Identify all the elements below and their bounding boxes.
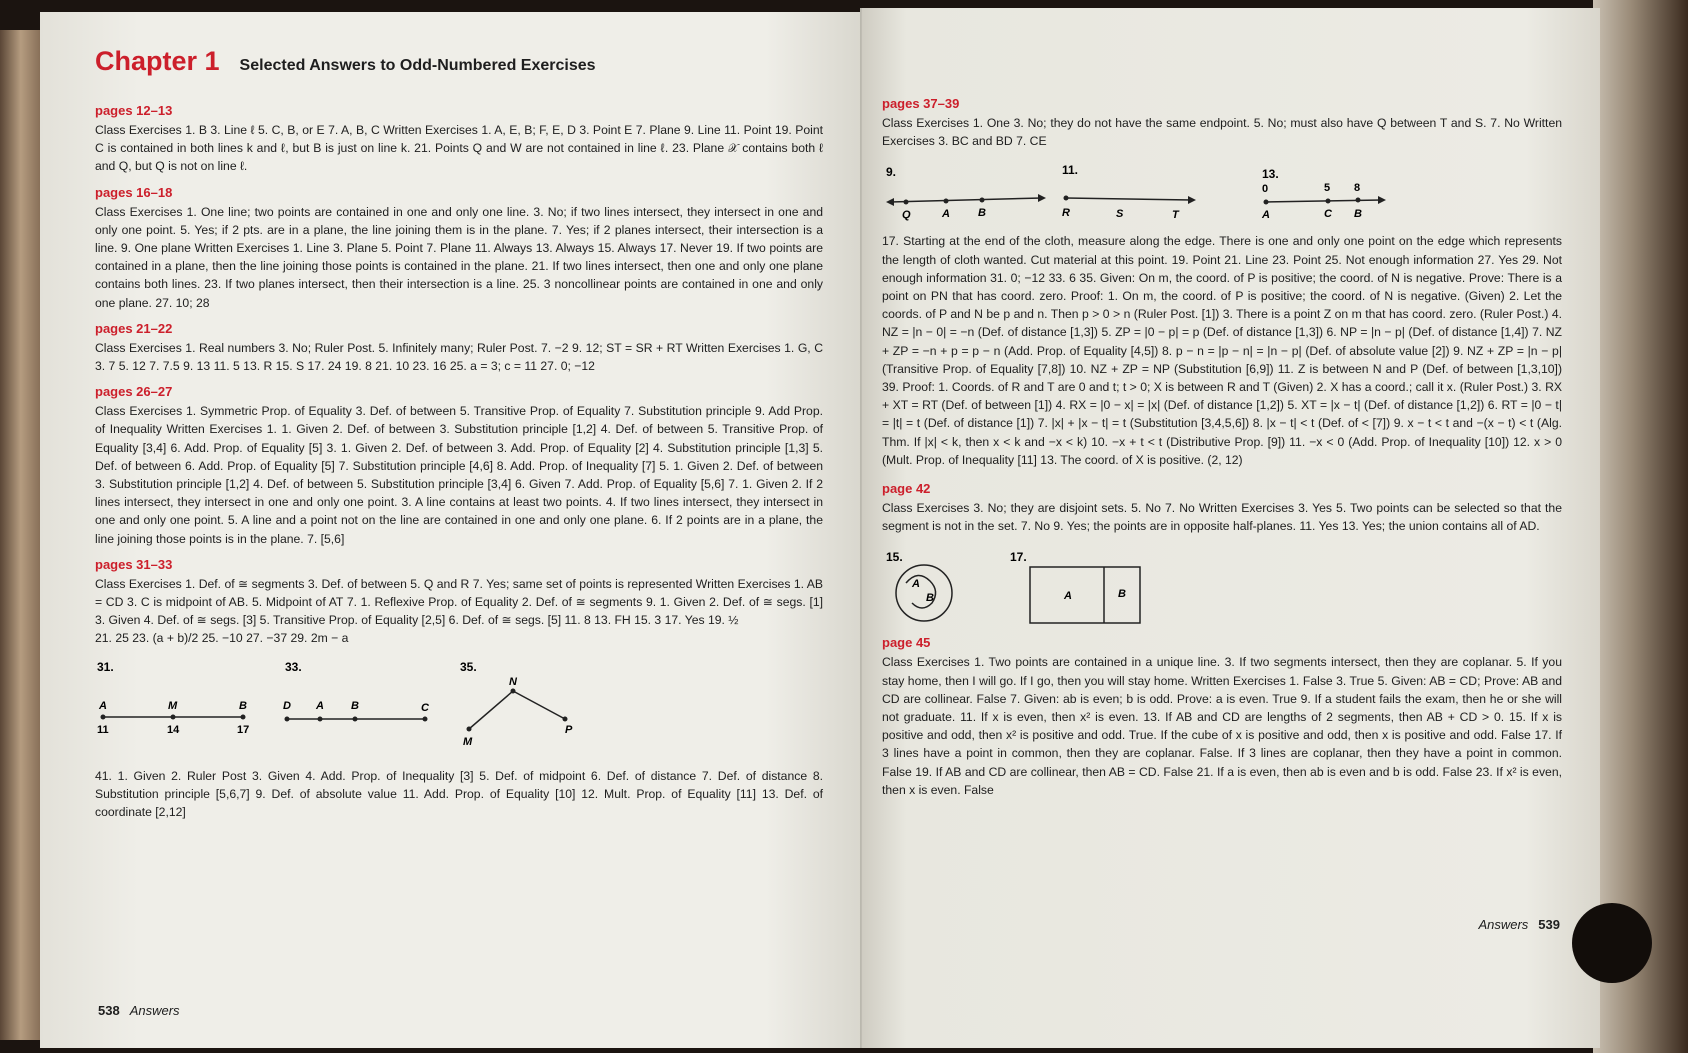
fig-35-point <box>511 688 516 693</box>
section-text: Class Exercises 3. No; they are disjoint sets. 5. No 7. No Written Exercises 3. Yes 5. Two points can be selected so that the segment is not in the set. 7. No 9. Yes; the points are in opposite half-planes. 11. Yes 13. Yes; the union contains all of AD. <box>882 501 1562 534</box>
fig-11-point <box>1064 196 1069 201</box>
answer-17-to-39 <box>882 232 1562 469</box>
fig-9-point-label: Q <box>902 209 911 222</box>
page-number: 538 <box>98 1003 120 1018</box>
fig-13-coord: 5 <box>1324 182 1331 195</box>
fig-33-point-label: C <box>421 701 429 714</box>
fig-31-coord: 14 <box>167 723 180 736</box>
fig-31-point <box>101 714 106 719</box>
fig-35-point <box>467 726 472 731</box>
figures-15-17 <box>882 547 1562 627</box>
fig-31-point <box>241 714 246 719</box>
fig-13-point <box>1356 198 1361 203</box>
section-heading: pages 16–18 <box>95 184 173 200</box>
fig-9-point <box>944 199 949 204</box>
answer-41: 41. 1. Given 2. Ruler Post 3. Given 4. Add. Prop. of Inequality [3] 5. Def. of midpoint 6. Def. of distance 7. Def. of distance 8. Substitution principle [5,6,7] 9. Def. of absolute value 11. Add. Prop. of Equality [10] 12. Mult. Prop. of Equality [11] 13. Def. of coordinate [2,12] <box>95 768 823 820</box>
fig-13-point <box>1264 200 1269 205</box>
section-text: Class Exercises 1. Two points are contained in a unique line. 3. If two segments intersect, then they are coplanar. 5. If you stay home, then I will go. If I go, then you will stay home. Written Exercises 1. False 3. True 5. Given: AB = CD; Prove: AB and CD are collinear. False 7. Given: ab is even; b is odd. Prove: a is even. True 9. If a student fails the exam, then he or she will not graduate. 11. If x is even, then x² is even. 13. If AB and CD are lengths of 2 segments, then AB + CD > 0. 15. If x is positive and odd, then x² is positive and odd. True. If the cube of x is positive and odd, then x is positive and odd. False 17. If 3 lines have a point in common, then they are coplanar. False. If 3 lines are coplanar, then they have a point in common. False 19. If AB and CD are collinear, then AB = CD. False 21. If a is even, then ab is even and b is odd. False 23. If x² is even, then x is even. False <box>882 655 1562 797</box>
section-text: Class Exercises 1. Real numbers 3. No; Ruler Post. 5. Infinitely many; Ruler Post. 7. −2 9. 12; ST = SR + RT Written Exercises 1. G, C 3. 7 5. 12 7. 7.5 9. 13 11. 5 13. R 15. S 17. 24 19. 8 21. 10 23. 16 25. a = 3; c = 11 27. 0; −12 <box>95 340 823 374</box>
section-pages-12-13 <box>95 103 823 176</box>
section-pages-26-27 <box>95 384 823 548</box>
section-pages-16-18 <box>95 185 823 312</box>
left-footer <box>98 1003 180 1018</box>
fig-33-point-label: D <box>283 699 291 712</box>
book-page-edges-right <box>1593 0 1688 1053</box>
chapter-subtitle: Selected Answers to Odd-Numbered Exercises <box>239 57 596 74</box>
section-heading: pages 26–27 <box>95 384 173 400</box>
fig-33-point-label: A <box>316 699 324 712</box>
section-heading: page 42 <box>882 481 931 497</box>
section-page-45 <box>882 635 1562 799</box>
fig-35-label: 35. <box>460 659 477 674</box>
fig-13-ray <box>1266 200 1382 202</box>
fig-35-point-label: N <box>509 675 517 688</box>
fig-35-point-label: P <box>565 723 573 736</box>
fig-31-point-label: A <box>99 699 107 712</box>
fig-15-label-a: A <box>912 578 920 591</box>
fig-13-coord: 0 <box>1262 183 1269 196</box>
fig-9-label: 9. <box>886 165 897 180</box>
fig-11-arrow <box>1188 196 1196 204</box>
section-pages-37-39 <box>882 96 1562 150</box>
fig-15-label-b: B <box>926 592 934 605</box>
fig-33-point <box>318 716 323 721</box>
fig-13-point-label: B <box>1354 208 1362 221</box>
thumb-shadow <box>1572 903 1652 983</box>
fig-9-point <box>980 198 985 203</box>
chapter-header <box>95 46 823 77</box>
fig-33-label: 33. <box>285 659 302 674</box>
left-page <box>40 12 865 1048</box>
section-heading: pages 37–39 <box>882 96 960 111</box>
footer-label: Answers <box>1478 917 1529 932</box>
section-heading: pages 31–33 <box>95 556 173 572</box>
fig-35-ray-np <box>513 691 565 719</box>
fig-31-point-label: M <box>168 699 178 712</box>
fig-13-point-label: C <box>1324 208 1332 221</box>
fig-13-arrow <box>1378 196 1386 204</box>
section-text: Class Exercises 1. Symmetric Prop. of Equality 3. Def. of between 5. Transitive Prop. of Equality 7. Substitution principle 9. Add Prop. of Inequality Written Exercises 1. 1. Given 2. Def. of between 3. Substitution principle [1,2] 4. Def. of between 5. Transitive Prop. of Equality [3,4] 6. Add. Prop. of Equality [5] 3. 1. Given 2. Def. of between 3. Add. Prop. of Equality [2] 4. Substitution principle [1,3] 5. Def. of between 6. Add. Prop. of Equality [5] 7. Substitution principle [4,6] 8. Add. Prop. of Inequality [7] 5. 1. Given 2. Def. of between 3. Substitution principle [1,2] 4. Def. of between 5. Substitution principle [3,4] 6. Given 7. Add. Prop. of Equality [5,6] 7. 1. Given 2. If 2 lines intersect, they intersect in one and only one point. 3. A line contains at least two points. 4. If two lines intersect, they intersect in one and only one point. 5. A line and a point not on the line are contained in one and only one plane. 6. If 2 points are in a plane, the line joining those points is in the plane. 7. [5,6] <box>95 404 823 546</box>
section-text-continued: 21. 25 23. (a + b)/2 25. −10 27. −37 29. 2m − a <box>95 631 349 646</box>
fig-31-coord: 11 <box>97 723 109 736</box>
fig-17-label-a: A <box>1064 590 1072 603</box>
right-page <box>862 8 1600 1048</box>
page-number: 539 <box>1538 917 1560 932</box>
fig-31-coord: 17 <box>237 723 250 736</box>
fig-11-point-label: T <box>1172 209 1179 222</box>
section-text: Class Exercises 1. One 3. No; they do not have the same endpoint. 5. No; must also have Q between T and S. 7. No Written Exercises 3. BC and BD 7. CE <box>882 116 1562 149</box>
fig-9-line <box>890 198 1042 202</box>
fig-11-label: 11. <box>1062 163 1079 178</box>
section-heading: pages 21–22 <box>95 320 173 336</box>
figures-31-33-35 <box>95 657 795 757</box>
section-text: Class Exercises 1. B 3. Line ℓ 5. C, B, or E 7. A, B, C Written Exercises 1. A, E, B; F, E, D 3. Point E 7. Plane 9. Line 11. Point 19. Point C is contained in both lines k and ℓ, but B is just on line k. 21. Points Q and W are not contained in line ℓ. 23. Plane 𝒳 contains both ℓ and Q, but Q is not on line ℓ. <box>95 123 823 174</box>
fig-11-point-label: R <box>1062 207 1070 220</box>
footer-label: Answers <box>129 1003 180 1018</box>
section-page-42 <box>882 481 1562 535</box>
fig-13-label: 13. <box>1262 167 1279 182</box>
fig-11-ray <box>1066 198 1192 200</box>
fig-9-arrow-left <box>886 198 894 206</box>
section-text: 17. Starting at the end of the cloth, measure along the edge. There is one and only one point on the edge which represents the length of cloth wanted. Cut material at this point. 19. Point 21. Line 23. Point 25. Not enough information 27. Yes 29. Not enough information 31. 0; −12 33. 6 35. Given: On m, the coord. of P is positive; the coord. of N is negative. Prove: There is a point on PN that has coord. zero. Proof: 1. On m, the coord. of P is positive; the coord. of N is negative. (Given) 2. Let the coords. of P and N be p and n. Then p > 0 > n (Ruler Post. [1]) 3. There is a point Z on m that has coord. zero. (Ruler Post.) 4. NZ = |n − 0| = −n (Def. of distance [1,3]) 5. ZP = |0 − p| = p (Def. of distance [1,3]) 6. NP = |n − p| (Def. of distance [1,4]) 7. NZ + ZP = −n + p = p − n (Add. Prop. of Equality [4,5]) 8. p − n = |p − n| = |n − p| (Def. of absolute value [2]) 9. NZ + ZP = |n − p| (Transitive Prop. of Equality [7,8]) 10. NZ + ZP = NP (Substitution [6,9]) 11. Z is between N and P (Def. of between [1,3,10]) 39. Proof: 1. Coords. of R and T are 0 and t; t > 0; X is between R and T (Given) 2. X has a coord.; call it x. (Ruler Post.) 3. RX + XT = RT (Def. of between [1]) 4. RX = |0 − x| = |x| (Def. of distance [1,2]) 5. XT = |x − t| (Def. of distance [1,2]) 6. RT = |0 − t| = |t| = t (Def. of distance [1]) 7. |x| + |x − t| = t (Substitution [3,4,5,6]) 8. |x − t| < t (Def. of < [7]) 9. x − t < t and −(x − t) < t (Alg. Thm. If |x| < k, then x < k and −x < k) 10. −x + t < t (Distributive Prop. [9]) 11. −x < 0 (Add. Prop. of Inequality [10]) 12. x > 0 (Mult. Prop. of Inequality [11] 13. The coord. of X is positive. (2, 12) <box>882 234 1562 467</box>
fig-9-arrow-right <box>1038 194 1046 202</box>
fig-33-point <box>285 716 290 721</box>
fig-17-label: 17. <box>1010 550 1027 565</box>
fig-33-point <box>353 716 358 721</box>
fig-17-label-b: B <box>1118 588 1126 601</box>
fig-13-coord: 8 <box>1354 182 1361 195</box>
fig-13-point-label: A <box>1262 209 1270 222</box>
section-pages-21-22 <box>95 321 823 375</box>
fig-35-point-label: M <box>463 735 473 748</box>
fig-31-point-label: B <box>239 699 247 712</box>
figures-9-11-13 <box>882 162 1562 228</box>
fig-13-point <box>1326 199 1331 204</box>
section-text: Class Exercises 1. Def. of ≅ segments 3. Def. of between 5. Q and R 7. Yes; same set of points is represented Written Exercises 1. AB = CD 3. C is midpoint of AB. 5. Midpoint of AT 7. 1. Reflexive Prop. of Equality 2. Def. of ≅ segments 9. 1. Given 2. Def. of ≅ segs. [1] 3. Given 4. Def. of ≅ segs. [3] 5. Transitive Prop. of Equality [2,5] 6. Def. of ≅ segs. [5] 11. 8 13. FH 15. 3 17. Yes 19. ½ <box>95 576 823 628</box>
right-footer <box>1478 917 1560 932</box>
fig-31-point <box>171 714 176 719</box>
section-heading: page 45 <box>882 635 931 651</box>
fig-9-point <box>904 200 909 205</box>
fig-9-point-label: A <box>942 208 950 221</box>
fig-33-point <box>423 716 428 721</box>
section-heading: pages 12–13 <box>95 103 173 118</box>
fig-35-point <box>563 716 568 721</box>
fig-35-ray-nm <box>469 691 513 729</box>
section-text: Class Exercises 1. One line; two points are contained in one and only one line. 3. No; if two lines intersect, they intersect in one and only one point. 5. Yes; if 2 pts. are in a plane, the line joining them is in the plane. 7. Yes; if 2 planes intersect, their intersection is a line. 9. One plane Written Exercises 1. Line 3. Plane 5. Point 7. Plane 11. Always 13. Always 15. Always 17. Never 19. If two points are contained in a plane, then the line joining those points is contained in the plane. 21. If two lines intersect, then one and only one plane contains both lines. 23. If two planes intersect, then their intersection is a line. 25. 3 noncollinear points are contained in one and only one plane. 27. 10; 28 <box>95 204 823 310</box>
chapter-title: Chapter 1 <box>95 46 220 76</box>
section-pages-31-33 <box>95 557 823 648</box>
fig-33-point-label: B <box>351 699 359 712</box>
fig-31-label: 31. <box>97 659 114 674</box>
fig-9-point-label: B <box>978 207 986 220</box>
fig-15-label: 15. <box>886 550 903 565</box>
fig-15-circle <box>896 565 952 621</box>
fig-11-point-label: S <box>1116 208 1124 221</box>
